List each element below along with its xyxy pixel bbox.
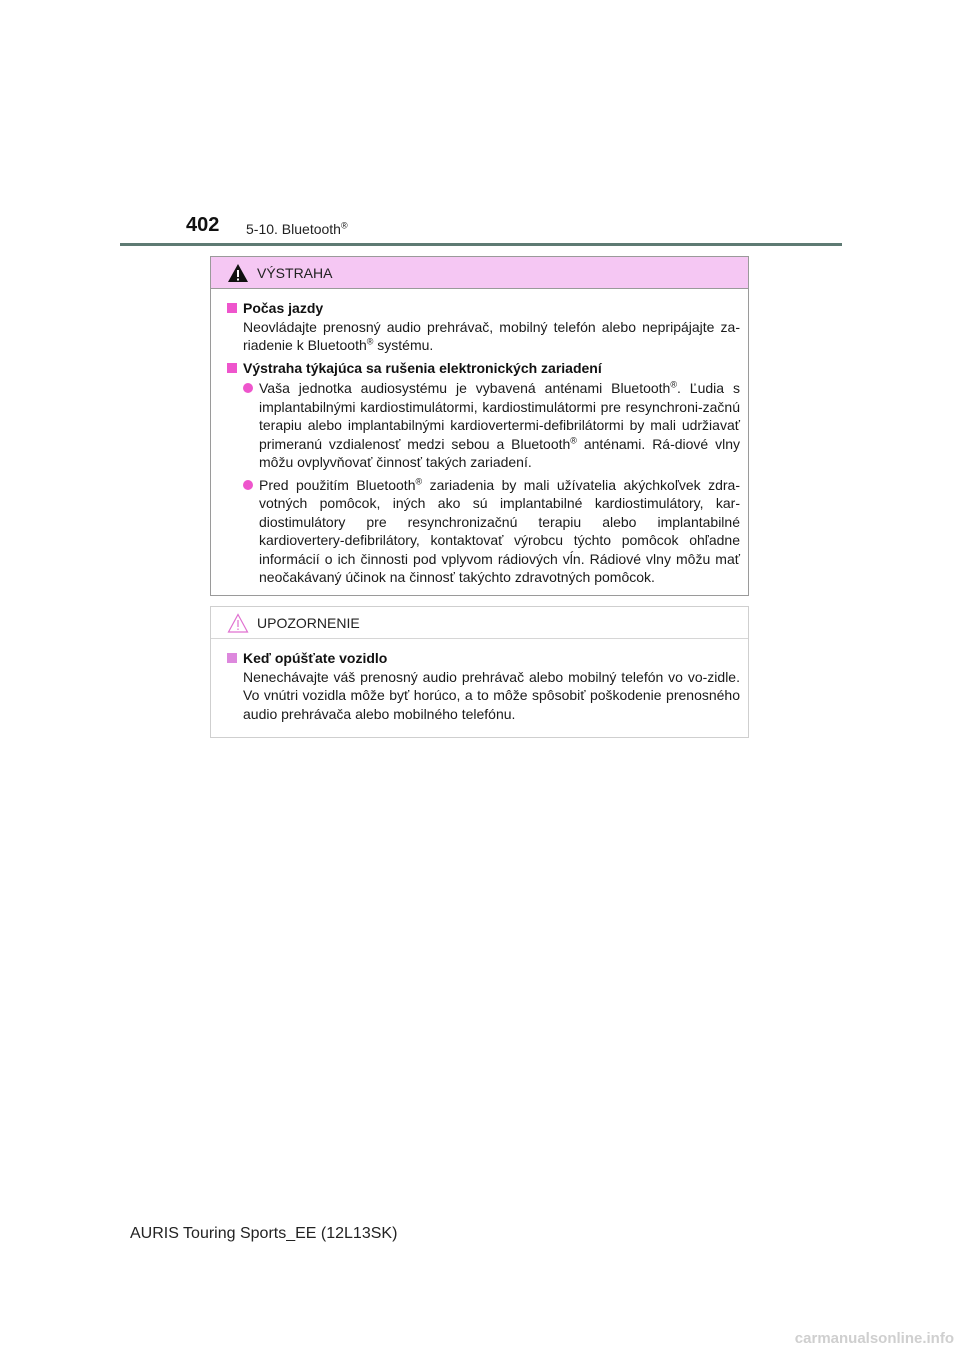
item-title: [227, 359, 740, 378]
registered-mark: ®: [670, 379, 677, 390]
item-text-a: Neovládajte prenosný audio prehrávač, mobilný telefón alebo nepripájajte za-riadenie k Bluetooth: [243, 318, 740, 353]
item-title: [227, 649, 740, 668]
warning-label: VÝSTRAHA: [257, 264, 333, 281]
item-title: [227, 299, 740, 318]
warning-triangle-icon: [227, 263, 249, 283]
caution-item-leaving: [227, 649, 740, 723]
registered-mark: ®: [415, 475, 423, 486]
item-text-b: systému.: [373, 337, 434, 353]
section-title-text: 5-10. Bluetooth: [246, 221, 341, 237]
header-rule: [120, 243, 842, 246]
caution-label: UPOZORNENIE: [257, 614, 360, 631]
square-bullet-icon: [227, 303, 237, 313]
warning-body: [211, 289, 748, 587]
footer-text: AURIS Touring Sports_EE (12L13SK): [130, 1225, 398, 1242]
item-title-text: Počas jazdy: [243, 300, 324, 316]
round-bullet-icon: [243, 383, 253, 393]
item-title-text: Výstraha týkajúca sa rušenia elektronických zariadení: [243, 359, 602, 376]
bullet-text-b: zariadenia by mali užívatelia akýchkoľvek zdra-votných pomôcok, iných ako sú implantabilné kardiostimulátory, kar-diostimulátory pre resynchronizačnú terapiu alebo implantabilné kardiovertery-defibrilátory, kontaktovať výrobcu týchto pomôcok ohľadne informácií o ich činnosti pod vplyvom rádiových vĺn. Rádiové vlny môžu mať neočakávaný účinok na činnosť takýchto zdravotných pomôcok.: [259, 476, 740, 585]
registered-mark: ®: [340, 220, 348, 231]
bullet-text: [259, 476, 740, 587]
square-bullet-icon: [227, 653, 237, 663]
caution-body: [211, 639, 748, 723]
caution-triangle-icon: [227, 613, 249, 633]
page-number: 402: [186, 214, 220, 236]
warning-item-driving: [227, 299, 740, 355]
item-text: Nenechávajte váš prenosný audio prehrávač alebo mobilný telefón vo vo-zidle. Vo vnútri vozidla môže byť horúco, a to môže spôsobiť poškodenie prenosného audio prehrávača alebo mobilného telefónu.: [243, 668, 740, 722]
warning-box: [210, 256, 749, 596]
round-bullet-icon: [243, 480, 253, 490]
warning-header: [211, 257, 748, 289]
watermark: carmanualsonline.info: [794, 1330, 954, 1347]
section-title: [246, 221, 348, 237]
registered-mark: ®: [570, 434, 577, 445]
bullet-text: [259, 379, 740, 472]
bullet-text-b: . Ľudia s implantabilnými kardiostimulátormi, kardiostimulátormi pre resynchroni-začnú terapiu alebo implantabilnými kardiovertermi-defibrilátormi by mali udržiavať primeranú vzdialenosť medzi sebou a Bluetooth: [259, 380, 740, 452]
bullet-text-c: anténami. Rá-diové vlny môžu ovplyvňovať činnosť takých zariadení.: [259, 435, 741, 470]
bullet-row: [243, 379, 740, 472]
caution-box: [210, 606, 749, 738]
square-bullet-icon: [227, 363, 237, 373]
caution-header: [211, 607, 748, 639]
warning-item-interference: [227, 359, 740, 587]
item-text: [243, 318, 740, 355]
item-title-text: Keď opúšťate vozidlo: [243, 650, 388, 666]
bullet-row: [243, 476, 740, 587]
bullet-text-a: Pred použitím Bluetooth: [259, 476, 416, 493]
registered-mark: ®: [366, 336, 374, 347]
bullet-text-a: Vaša jednotka audiosystému je vybavená anténami Bluetooth: [259, 380, 671, 396]
